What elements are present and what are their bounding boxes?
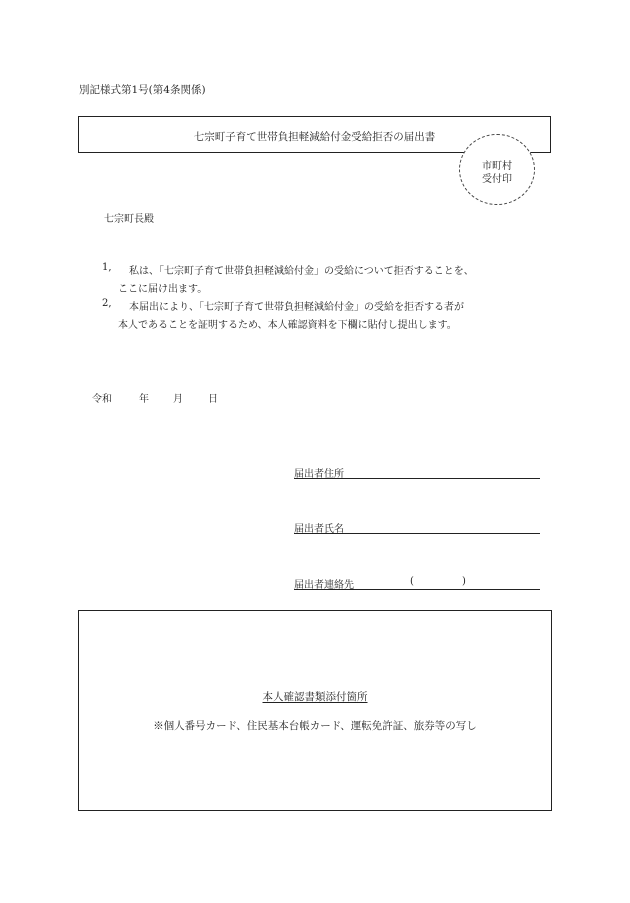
item-2-line-1: 本届出により、「七宗町子育て世帯負担軽減給付金」の受給を拒否する者が (129, 302, 464, 313)
stamp-line-1: 市町村 (482, 161, 512, 172)
id-section-title: 本人確認書類添付箇所 (262, 691, 368, 703)
contact-paren-open: ( (410, 576, 414, 587)
stamp-line-2: 受付印 (482, 174, 512, 185)
date-year: 年 (139, 394, 149, 405)
date-era: 令和 (92, 394, 112, 405)
addressee: 七宗町長殿 (104, 214, 154, 225)
name-label: 届出者氏名 (294, 524, 344, 535)
id-section-note: ※個人番号カード、住民基本台帳カード、運転免許証、旅券等の写し (153, 720, 477, 732)
contact-field[interactable] (294, 572, 540, 590)
address-field[interactable] (294, 461, 540, 479)
id-document-attachment-box (78, 610, 552, 811)
reception-stamp-area (459, 134, 535, 205)
contact-label: 届出者連絡先 (294, 580, 354, 591)
form-number: 別記様式第1号(第4条関係) (79, 84, 206, 96)
item-1-line-2: ここに届け出ます。 (118, 284, 208, 295)
item-1-line-1: 私は、「七宗町子育て世帯負担軽減給付金」の受給について拒否することを、 (129, 266, 474, 277)
date-day: 日 (208, 394, 218, 405)
address-label: 届出者住所 (294, 469, 344, 480)
item-2-line-2: 本人であることを証明するため、本人確認資料を下欄に貼付し提出します。 (118, 320, 457, 331)
contact-paren-close: ) (462, 576, 466, 587)
item-1-number: 1, (102, 262, 112, 273)
date-month: 月 (173, 394, 183, 405)
item-2-number: 2, (102, 298, 112, 309)
name-field[interactable] (294, 516, 540, 534)
document-title: 七宗町子育て世帯負担軽減給付金受給拒否の届出書 (193, 131, 436, 143)
